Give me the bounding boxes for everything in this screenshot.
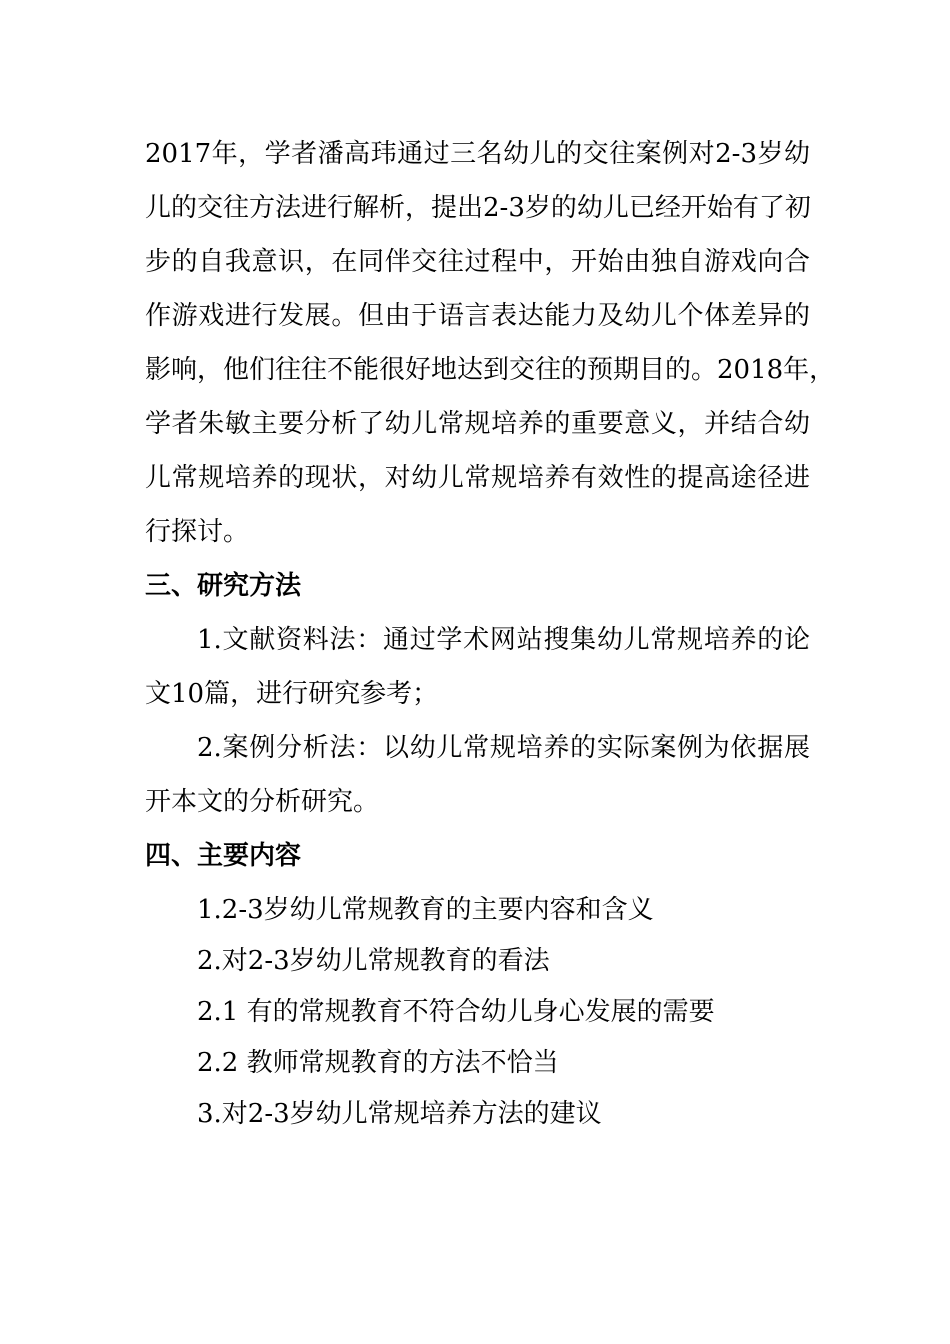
outline-item: 2.对2-3岁幼儿常规教育的看法 (197, 946, 550, 976)
literature-review-paragraph (145, 132, 836, 564)
method-item-literature-continued: 文10篇，进行研究参考； (145, 679, 439, 709)
outline-item: 3.对2-3岁幼儿常规培养方法的建议 (197, 1099, 602, 1129)
method-item-case-analysis-continued: 开本文的分析研究。 (145, 787, 380, 817)
paragraph-line: 学者朱敏主要分析了幼儿常规培养的重要意义，并结合幼 (145, 409, 810, 439)
method-item-case-analysis: 2.案例分析法：以幼儿常规培养的实际案例为依据展 (197, 733, 810, 763)
outline-item: 1.2-3岁幼儿常规教育的主要内容和含义 (197, 895, 654, 925)
method-item-literature: 1.文献资料法：通过学术网站搜集幼儿常规培养的论 (197, 625, 810, 655)
paragraph-line: 儿常规培养的现状，对幼儿常规培养有效性的提高途径进 (145, 463, 810, 493)
outline-item: 2.1 有的常规教育不符合幼儿身心发展的需要 (197, 997, 715, 1027)
paragraph-line: 儿的交往方法进行解析，提出2-3岁的幼儿已经开始有了初 (145, 193, 811, 223)
research-methods-list (145, 618, 810, 834)
paragraph-line: 行探讨。 (145, 517, 250, 547)
section-heading-main-content: 四、主要内容 (145, 841, 302, 871)
paragraph-line: 2017年，学者潘高玮通过三名幼儿的交往案例对2-3岁幼 (145, 139, 810, 169)
main-content-outline (145, 888, 810, 1143)
outline-item: 2.2 教师常规教育的方法不恰当 (197, 1048, 559, 1078)
section-heading-research-methods: 三、研究方法 (145, 571, 302, 601)
paragraph-line: 作游戏进行发展。但由于语言表达能力及幼儿个体差异的 (145, 301, 810, 331)
document-body (145, 132, 836, 1143)
paragraph-line: 影响，他们往往不能很好地达到交往的预期目的。2018年， (145, 355, 836, 385)
paragraph-line: 步的自我意识，在同伴交往过程中，开始由独自游戏向合 (145, 247, 810, 277)
